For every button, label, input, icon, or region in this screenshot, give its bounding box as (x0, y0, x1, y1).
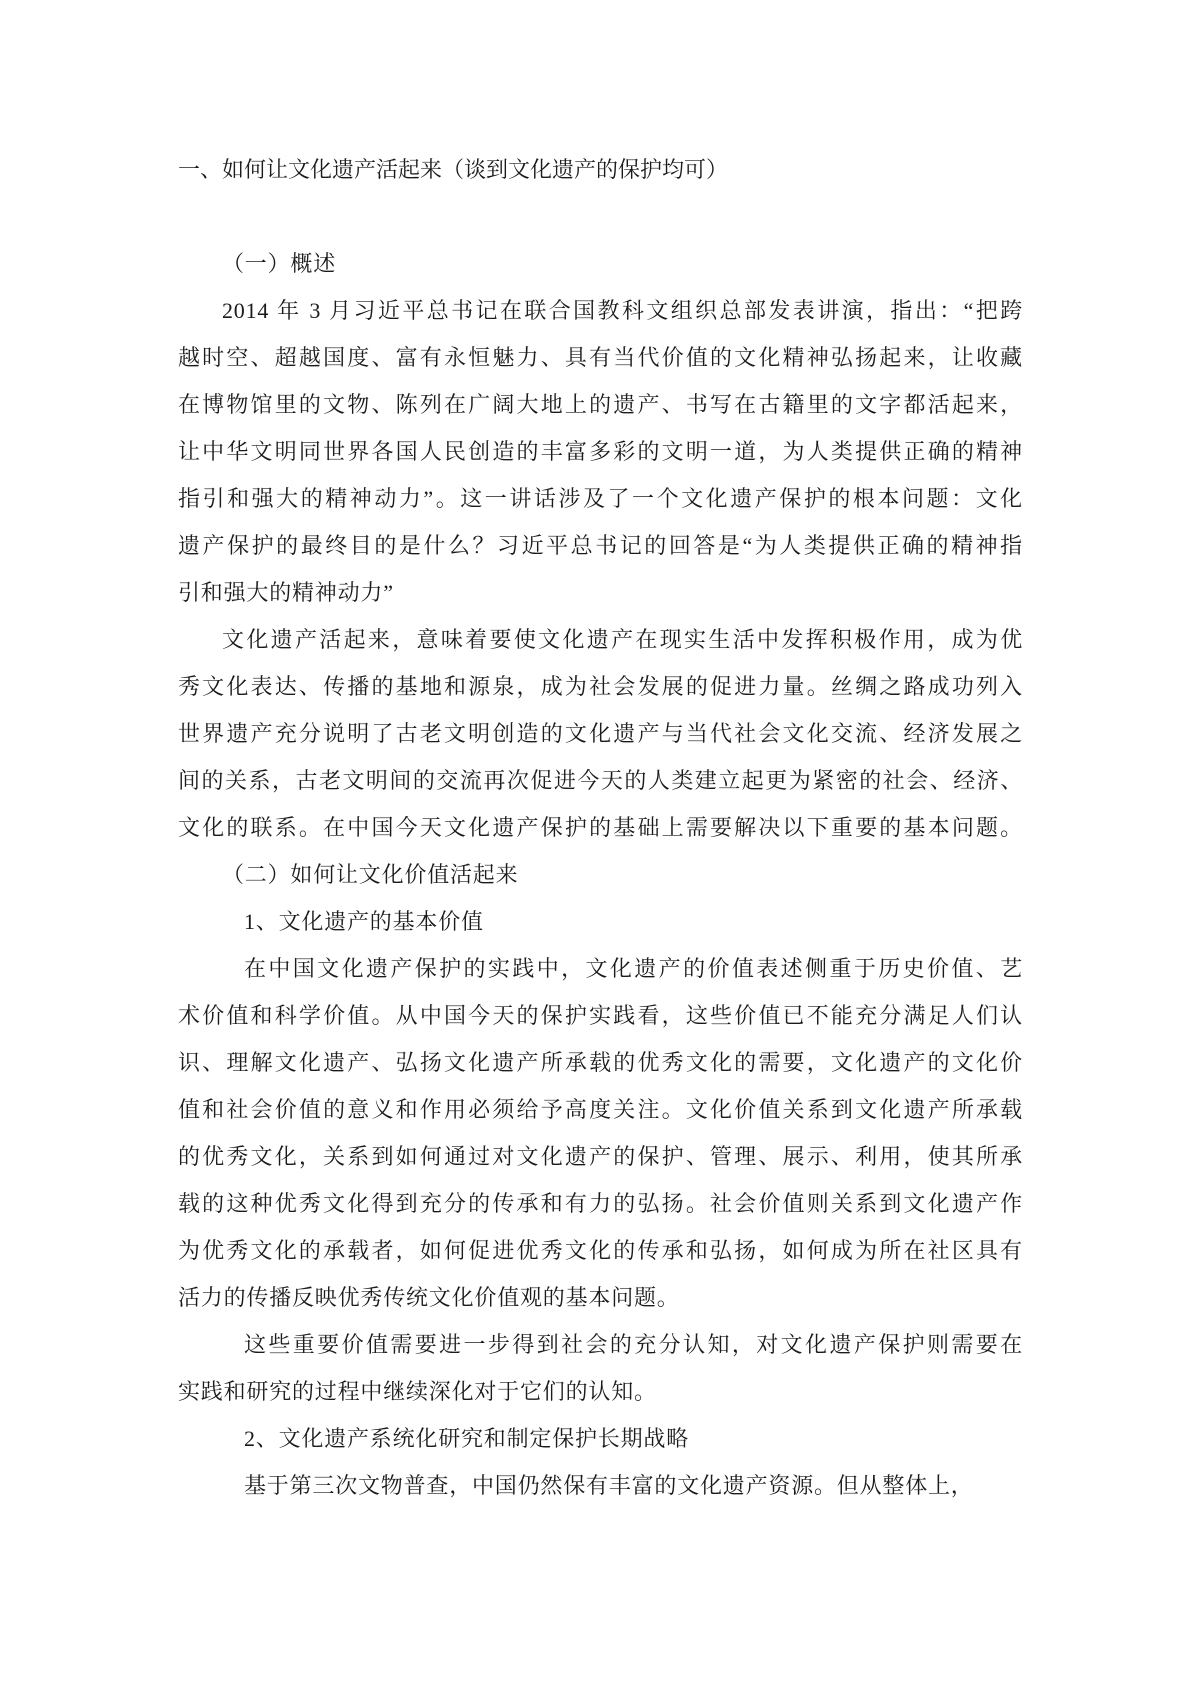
sub-heading-2 (178, 1415, 1023, 1462)
text-line: 载的这种优秀文化得到充分的传承和有力的弘扬。社会价值则关系到文化遗产作 (178, 1191, 1023, 1216)
text-line: 这些重要价值需要进一步得到社会的充分认知，对文化遗产保护则需要在 (244, 1332, 1023, 1357)
text-line: 的优秀文化，关系到如何通过对文化遗产的保护、管理、展示、利用，使其所承 (178, 1144, 1023, 1169)
text-line: 1、文化遗产的基本价值 (244, 909, 484, 934)
text-line: 值和社会价值的意义和作用必须给予高度关注。文化价值关系到文化遗产所承载 (178, 1097, 1023, 1122)
text-line: 2、文化遗产系统化研究和制定保护长期战略 (244, 1426, 690, 1451)
para-overview-meaning (178, 616, 1023, 851)
text-line: 实践和研究的过程中继续深化对于它们的认知。 (178, 1379, 657, 1404)
section-1-heading (178, 240, 1023, 287)
text-line: 基于第三次文物普查，中国仍然保有丰富的文化遗产资源。但从整体上， (244, 1473, 974, 1498)
text-line: 2014 年 3 月习近平总书记在联合国教科文组织总部发表讲演，指出：“把跨 (222, 298, 1023, 323)
para-overview-speech (178, 287, 1023, 616)
text-line: 在中国文化遗产保护的实践中，文化遗产的价值表述侧重于历史价值、艺 (244, 956, 1023, 981)
para-basic-value (178, 945, 1023, 1321)
text-line: 识、理解文化遗产、弘扬文化遗产所承载的优秀文化的需要，文化遗产的文化价 (178, 1050, 1023, 1075)
text-line: 间的关系，古老文明间的交流再次促进今天的人类建立起更为紧密的社会、经济、 (178, 768, 1023, 793)
document-title: 一、如何让文化遗产活起来（谈到文化遗产的保护均可） (178, 157, 729, 182)
text-line: 为优秀文化的承载者，如何促进优秀文化的传承和弘扬，如何成为所在社区具有 (178, 1238, 1023, 1263)
text-line: （一）概述 (222, 251, 337, 276)
text-line: 引和强大的精神动力” (178, 580, 394, 605)
text-line: 越时空、超越国度、富有永恒魅力、具有当代价值的文化精神弘扬起来，让收藏 (178, 345, 1023, 370)
text-line: 让中华文明同世界各国人民创造的丰富多彩的文明一道，为人类提供正确的精神 (178, 439, 1023, 464)
text-line: 遗产保护的最终目的是什么？习近平总书记的回答是“为人类提供正确的精神指 (178, 533, 1023, 558)
section-2-heading (178, 851, 1023, 898)
para-survey (178, 1462, 1023, 1509)
text-line: 文化遗产活起来，意味着要使文化遗产在现实生活中发挥积极作用，成为优 (222, 627, 1023, 652)
document-body (178, 240, 1023, 1509)
text-line: 秀文化表达、传播的基地和源泉，成为社会发展的促进力量。丝绸之路成功列入 (178, 674, 1023, 699)
text-line: 在博物馆里的文物、陈列在广阔大地上的遗产、书写在古籍里的文字都活起来， (178, 392, 1023, 417)
text-line: 世界遗产充分说明了古老文明创造的文化遗产与当代社会文化交流、经济发展之 (178, 721, 1023, 746)
text-line: 文化的联系。在中国今天文化遗产保护的基础上需要解决以下重要的基本问题。 (178, 815, 1023, 840)
sub-heading-1 (178, 898, 1023, 945)
text-line: 指引和强大的精神动力”。这一讲话涉及了一个文化遗产保护的根本问题：文化 (178, 486, 1023, 511)
para-value-recognition (178, 1321, 1023, 1415)
text-line: （二）如何让文化价值活起来 (222, 862, 519, 887)
document-content (178, 146, 1023, 1509)
text-line: 活力的传播反映优秀传统文化价值观的基本问题。 (178, 1285, 680, 1310)
text-line: 术价值和科学价值。从中国今天的保护实践看，这些价值已不能充分满足人们认 (178, 1003, 1023, 1028)
blank-line (178, 193, 1023, 240)
